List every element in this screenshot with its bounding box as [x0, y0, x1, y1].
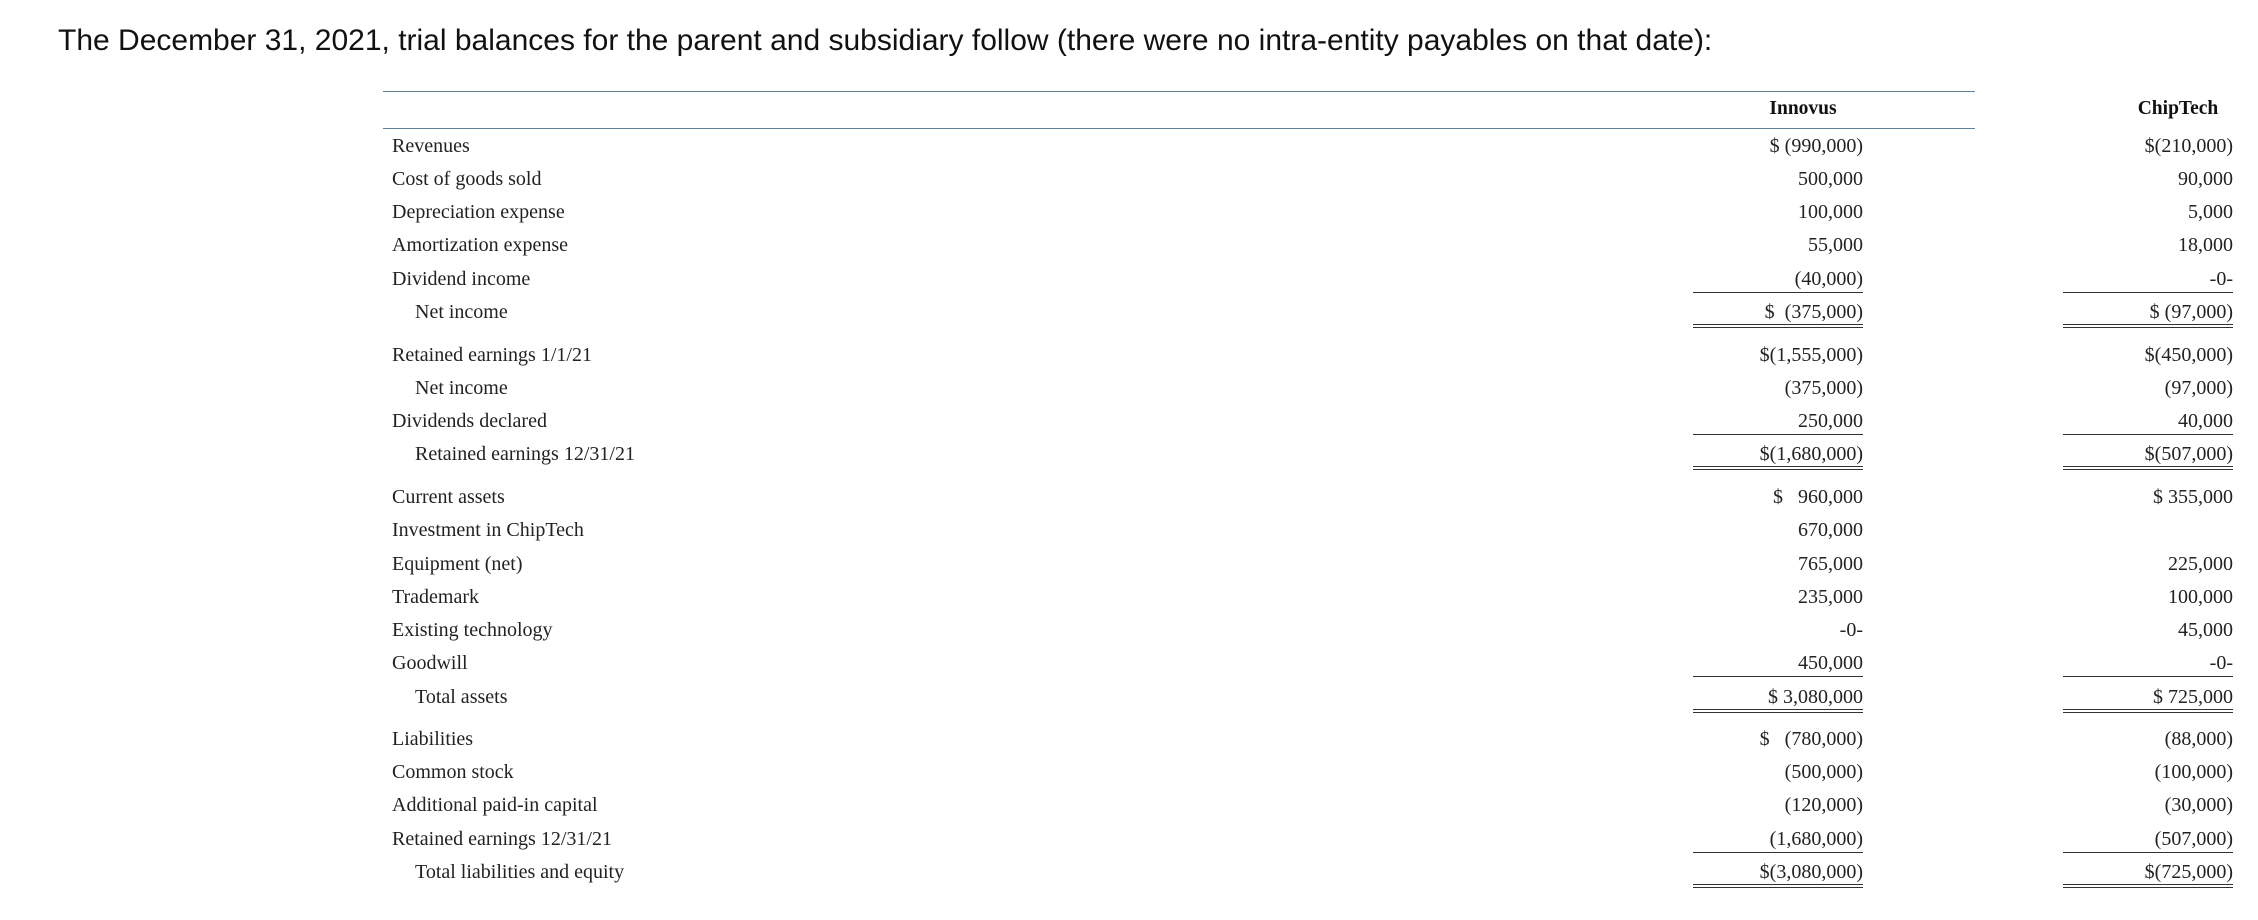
table-row [383, 725, 2233, 755]
row-label: Retained earnings 12/31/21 [415, 443, 635, 465]
chiptech-value: (88,000) [2164, 728, 2233, 750]
table-row [383, 858, 2233, 888]
chiptech-value: $ 725,000 [2063, 686, 2233, 713]
row-label: Dividends declared [392, 410, 547, 432]
row-label: Goodwill [392, 652, 468, 674]
innovus-value: $(3,080,000) [1693, 861, 1863, 888]
innovus-value: (375,000) [1784, 377, 1863, 399]
row-label: Total assets [415, 686, 508, 708]
table-row [383, 758, 2233, 788]
header-rule [383, 128, 1975, 129]
innovus-value: $(1,680,000) [1693, 443, 1863, 470]
chiptech-value: (507,000) [2063, 828, 2233, 853]
table-row [383, 298, 2233, 328]
innovus-value: $(1,555,000) [1759, 344, 1863, 366]
innovus-value: 235,000 [1798, 586, 1863, 608]
innovus-value: $ (990,000) [1769, 135, 1863, 157]
table-row [383, 198, 2233, 228]
table-row [383, 791, 2233, 821]
chiptech-value: -0- [2063, 268, 2233, 293]
table-row [383, 407, 2233, 437]
chiptech-value: 45,000 [2178, 619, 2233, 641]
table-row [383, 616, 2233, 646]
innovus-value: (1,680,000) [1693, 828, 1863, 853]
chiptech-value: 40,000 [2063, 410, 2233, 435]
row-label: Net income [415, 301, 508, 323]
table-row [383, 649, 2233, 679]
row-label: Retained earnings 12/31/21 [392, 828, 612, 850]
table-row [383, 683, 2233, 713]
column-header-innovus: Innovus [1769, 98, 1837, 119]
innovus-value: 55,000 [1808, 234, 1863, 256]
table-row [383, 132, 2233, 162]
row-label: Additional paid-in capital [392, 794, 598, 816]
table-row [383, 825, 2233, 855]
row-label: Equipment (net) [392, 553, 523, 575]
table-row [383, 265, 2233, 295]
row-label: Current assets [392, 486, 505, 508]
table-row [383, 231, 2233, 261]
table-row [383, 516, 1975, 546]
intro-sentence: The December 31, 2021, trial balances for the parent and subsidiary follow (there were no intra-entity payables on that date): [58, 24, 1713, 57]
table-row [383, 165, 2233, 195]
chiptech-value: 100,000 [2168, 586, 2233, 608]
chiptech-value: $(507,000) [2063, 443, 2233, 470]
innovus-value: -0- [1839, 619, 1863, 641]
row-label: Revenues [392, 135, 470, 157]
row-label: Cost of goods sold [392, 168, 542, 190]
row-label: Investment in ChipTech [392, 519, 584, 541]
innovus-value: 250,000 [1693, 410, 1863, 435]
table-row [383, 583, 2233, 613]
row-label: Common stock [392, 761, 514, 783]
innovus-value: 450,000 [1693, 652, 1863, 677]
row-label: Dividend income [392, 268, 531, 290]
row-label: Depreciation expense [392, 201, 565, 223]
innovus-value: 670,000 [1798, 519, 1863, 541]
row-label: Liabilities [392, 728, 474, 750]
chiptech-value: 90,000 [2178, 168, 2233, 190]
row-label: Net income [415, 377, 508, 399]
innovus-value: (500,000) [1784, 761, 1863, 783]
table-row [383, 550, 2233, 580]
innovus-value: (120,000) [1784, 794, 1863, 816]
table-row [383, 440, 2233, 470]
table-row [383, 374, 2233, 404]
chiptech-value: $(725,000) [2063, 861, 2233, 888]
innovus-value: $ 3,080,000 [1693, 686, 1863, 713]
chiptech-value: (100,000) [2154, 761, 2233, 783]
chiptech-value: 18,000 [2178, 234, 2233, 256]
row-label: Trademark [392, 586, 480, 608]
column-header-chiptech: ChipTech [2137, 98, 2219, 119]
chiptech-value: (97,000) [2164, 377, 2233, 399]
chiptech-value: 225,000 [2168, 553, 2233, 575]
innovus-value: 500,000 [1798, 168, 1863, 190]
chiptech-value: (30,000) [2164, 794, 2233, 816]
innovus-value: 100,000 [1798, 201, 1863, 223]
innovus-value: (40,000) [1693, 268, 1863, 293]
row-label: Retained earnings 1/1/21 [392, 344, 592, 366]
innovus-value: $ 960,000 [1773, 486, 1863, 508]
table-row [383, 483, 2233, 513]
row-label: Total liabilities and equity [415, 861, 625, 883]
table-row [383, 341, 2233, 371]
chiptech-value: $ 355,000 [2153, 486, 2233, 508]
innovus-value: $ (780,000) [1759, 728, 1863, 750]
chiptech-value: 5,000 [2188, 201, 2233, 223]
innovus-value: $ (375,000) [1693, 301, 1863, 328]
row-label: Existing technology [392, 619, 553, 641]
row-label: Amortization expense [392, 234, 569, 256]
innovus-value: 765,000 [1798, 553, 1863, 575]
chiptech-value: $(450,000) [2144, 344, 2233, 366]
chiptech-value: $(210,000) [2144, 135, 2233, 157]
chiptech-value: $ (97,000) [2063, 301, 2233, 328]
chiptech-value: -0- [2063, 652, 2233, 677]
table-top-rule [383, 91, 1975, 92]
